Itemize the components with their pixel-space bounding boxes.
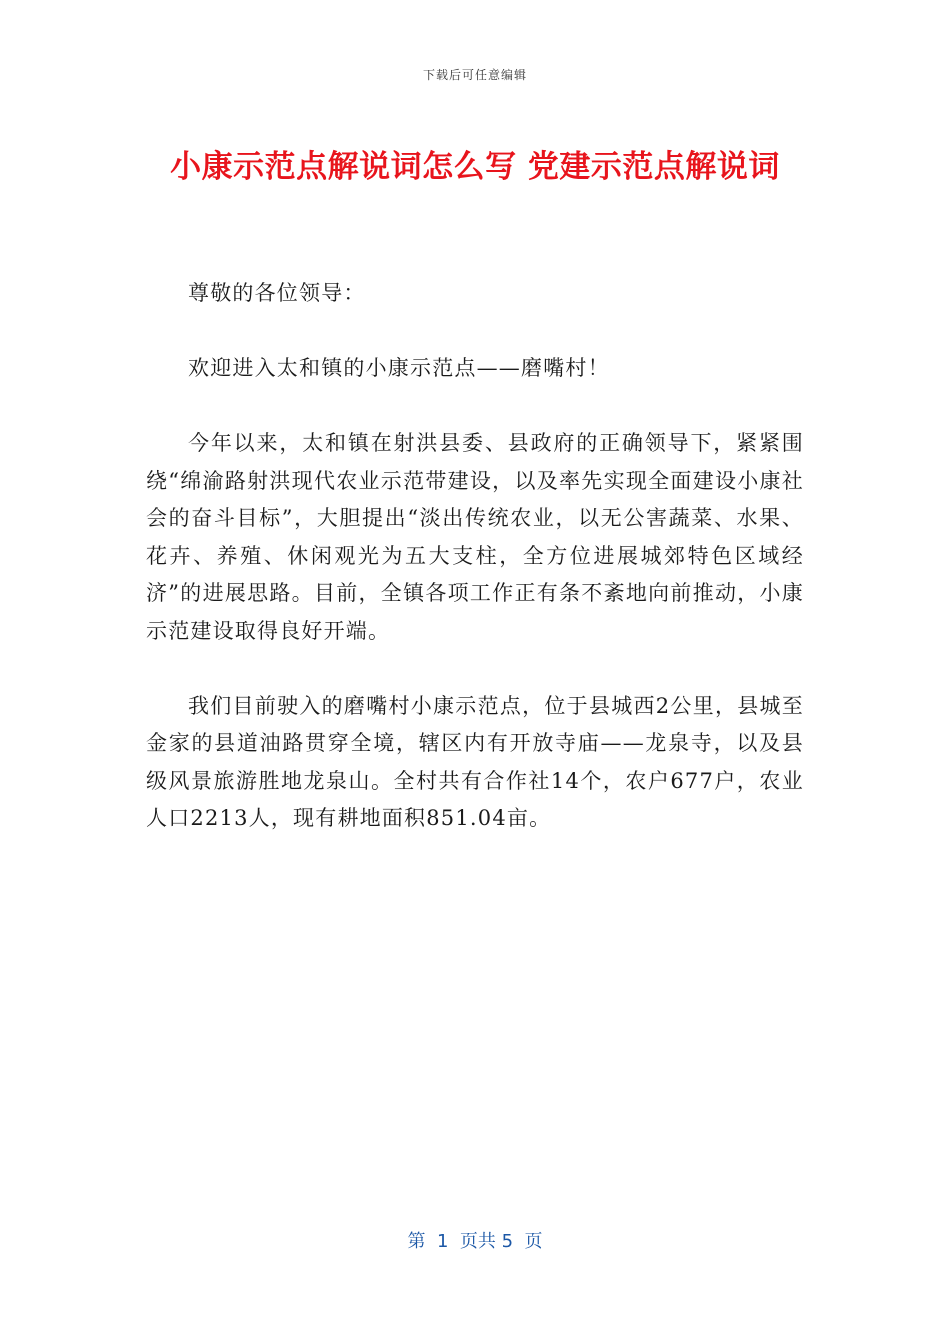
header-note: 下载后可任意编辑: [422, 68, 527, 82]
page-number-footer: 第 1 页共 5 页: [407, 1231, 543, 1252]
paragraph-village-info: 我们目前驶入的磨嘴村小康示范点，位于县城西2公里，县城至金家的县道油路贯穿全境，辖区内有开放寺庙——龙泉寺，以及县级风景旅游胜地龙泉山。全村共有合作社14个，农户677户，农业人口2213人，现有耕地面积851.04亩。: [146, 693, 804, 830]
document-title: 小康示范点解说词怎么写 党建示范点解说词: [170, 149, 780, 185]
paragraph-welcome: 欢迎进入太和镇的小康示范点——磨嘴村！: [188, 356, 610, 380]
paragraph-salutation: 尊敬的各位领导：: [188, 281, 366, 305]
document-body: [146, 275, 804, 875]
paragraph-overview: 今年以来，太和镇在射洪县委、县政府的正确领导下，紧紧围绕“绵渝路射洪现代农业示范带建设，以及率先实现全面建设小康社会的奋斗目标”，大胆提出“淡出传统农业，以无公害蔬菜、水果、花卉、养殖、休闲观光为五大支柱，全方位进展城郊特色区域经济”的进展思路。目前，全镇各项工作正有条不紊地向前推动，小康示范建设取得良好开端。: [146, 431, 804, 643]
